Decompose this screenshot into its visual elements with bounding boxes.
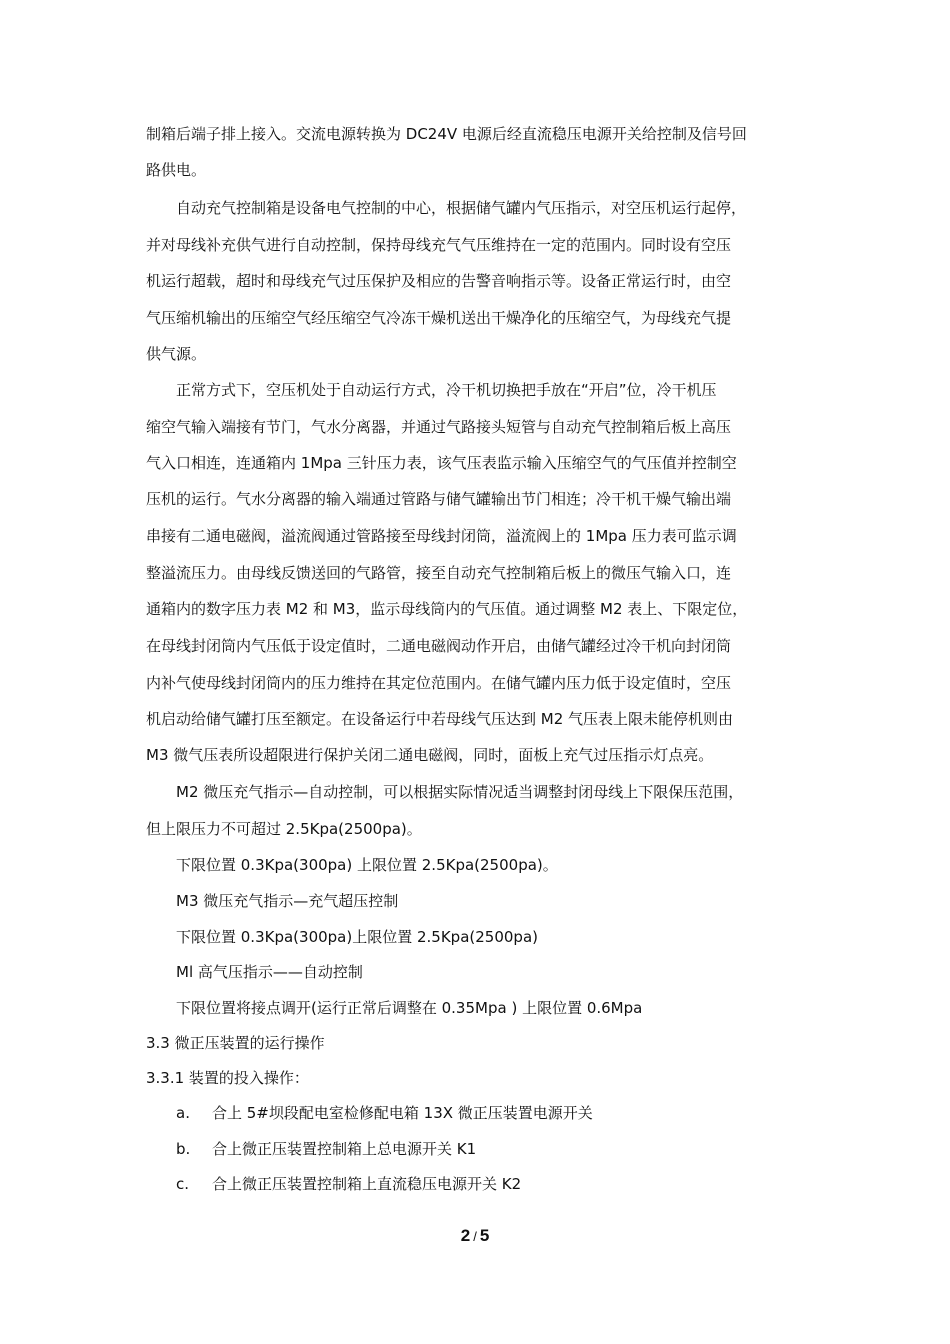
paragraph-line	[0, 782, 950, 802]
text-line: 通箱内的数字压力表 M2 和 M3，监示母线筒内的气压值。通过调整 M2 表上、下限定位，	[146, 600, 748, 618]
paragraph-line	[0, 745, 950, 765]
list-item-label: c.	[176, 1175, 190, 1193]
paragraph-line	[0, 855, 950, 875]
text-line: 并对母线补充供气进行自动控制，保持母线充气气压维持在一定的范围内。同时设有空压	[146, 236, 732, 254]
section-heading	[0, 1033, 950, 1053]
text-line: 但上限压力不可超过 2.5Kpa(2500pa)。	[146, 820, 422, 838]
paragraph-line	[0, 453, 950, 473]
list-item	[0, 1103, 950, 1123]
subsection-heading-text: 3.3.1 装置的投入操作：	[146, 1069, 309, 1087]
list-item	[0, 1139, 950, 1159]
paragraph-line	[0, 962, 950, 982]
text-line: 供气源。	[146, 345, 207, 363]
text-line: 压机的运行。气水分离器的输入端通过管路与储气罐输出节门相连；冷干机干燥气输出端	[146, 490, 732, 508]
list-item-text: 合上微正压装置控制箱上总电源开关 K1	[212, 1140, 477, 1158]
page-current: 2	[460, 1226, 471, 1245]
text-line: 串接有二通电磁阀，溢流阀通过管路接至母线封闭筒，溢流阀上的 1Mpa 压力表可监示调	[146, 527, 737, 545]
paragraph-line	[0, 417, 950, 437]
text-line: 气入口相连，连通箱内 1Mpa 三针压力表，该气压表监示输入压缩空气的气压值并控制空	[146, 454, 737, 472]
paragraph-line	[0, 124, 950, 144]
list-item-text: 合上 5#坝段配电室检修配电箱 13X 微正压装置电源开关	[212, 1104, 593, 1122]
paragraph-line	[0, 380, 950, 400]
paragraph-line	[0, 599, 950, 619]
paragraph-line	[0, 927, 950, 947]
text-line: 下限位置 0.3Kpa(300pa) 上限位置 2.5Kpa(2500pa)。	[176, 856, 558, 874]
paragraph-line	[0, 563, 950, 583]
text-line: M3 微压充气指示—充气超压控制	[176, 892, 399, 910]
list-item-label: b.	[176, 1140, 191, 1158]
text-line: 下限位置 0.3Kpa(300pa)上限位置 2.5Kpa(2500pa)	[176, 928, 538, 946]
text-line: 机运行超载，超时和母线充气过压保护及相应的告警音响指示等。设备正常运行时，由空	[146, 272, 732, 290]
text-line: 路供电。	[146, 161, 207, 179]
text-line: 缩空气输入端接有节门，气水分离器，并通过气路接头短管与自动充气控制箱后板上高压	[146, 418, 732, 436]
section-heading-text: 3.3 微正压装置的运行操作	[146, 1034, 325, 1052]
text-line: 内补气使母线封闭筒内的压力维持在其定位范围内。在储气罐内压力低于设定值时，空压	[146, 674, 732, 692]
list-item	[0, 1174, 950, 1194]
text-line: 整溢流压力。由母线反馈送回的气路管，接至自动充气控制箱后板上的微压气输入口，连	[146, 564, 732, 582]
text-line: 自动充气控制箱是设备电气控制的中心，根据储气罐内气压指示，对空压机运行起停，	[176, 199, 747, 217]
paragraph-line	[0, 489, 950, 509]
paragraph-line	[0, 198, 950, 218]
paragraph-line	[0, 308, 950, 328]
text-line: 正常方式下，空压机处于自动运行方式，冷干机切换把手放在“开启”位，冷干机压	[176, 381, 717, 399]
page-number	[0, 1226, 950, 1246]
paragraph-line	[0, 636, 950, 656]
paragraph-line	[0, 673, 950, 693]
paragraph-line	[0, 160, 950, 180]
paragraph-line	[0, 998, 950, 1018]
paragraph-line	[0, 271, 950, 291]
text-line: 在母线封闭筒内气压低于设定值时，二通电磁阀动作开启，由储气罐经过冷干机向封闭筒	[146, 637, 732, 655]
paragraph-line	[0, 526, 950, 546]
page-separator: /	[473, 1229, 477, 1244]
page-total: 5	[479, 1226, 490, 1245]
paragraph-line	[0, 819, 950, 839]
paragraph-line	[0, 235, 950, 255]
text-line: M2 微压充气指示—自动控制，可以根据实际情况适当调整封闭母线上下限保压范围，	[176, 783, 744, 801]
text-line: M3 微气压表所设超限进行保护关闭二通电磁阀，同时，面板上充气过压指示灯点亮。	[146, 746, 714, 764]
text-line: 下限位置将接点调开(运行正常后调整在 0.35Mpa ) 上限位置 0.6Mpa	[176, 999, 643, 1017]
paragraph-line	[0, 709, 950, 729]
list-item-text: 合上微正压装置控制箱上直流稳压电源开关 K2	[212, 1175, 522, 1193]
text-line: 制箱后端子排上接入。交流电源转换为 DC24V 电源后经直流稳压电源开关给控制及信号回	[146, 125, 747, 143]
subsection-heading	[0, 1068, 950, 1088]
text-line: 气压缩机输出的压缩空气经压缩空气冷冻干燥机送出干燥净化的压缩空气，为母线充气提	[146, 309, 732, 327]
list-item-label: a.	[176, 1104, 190, 1122]
paragraph-line	[0, 344, 950, 364]
text-line: 机启动给储气罐打压至额定。在设备运行中若母线气压达到 M2 气压表上限未能停机则由	[146, 710, 734, 728]
text-line: Ml 高气压指示——自动控制	[176, 963, 363, 981]
paragraph-line	[0, 891, 950, 911]
